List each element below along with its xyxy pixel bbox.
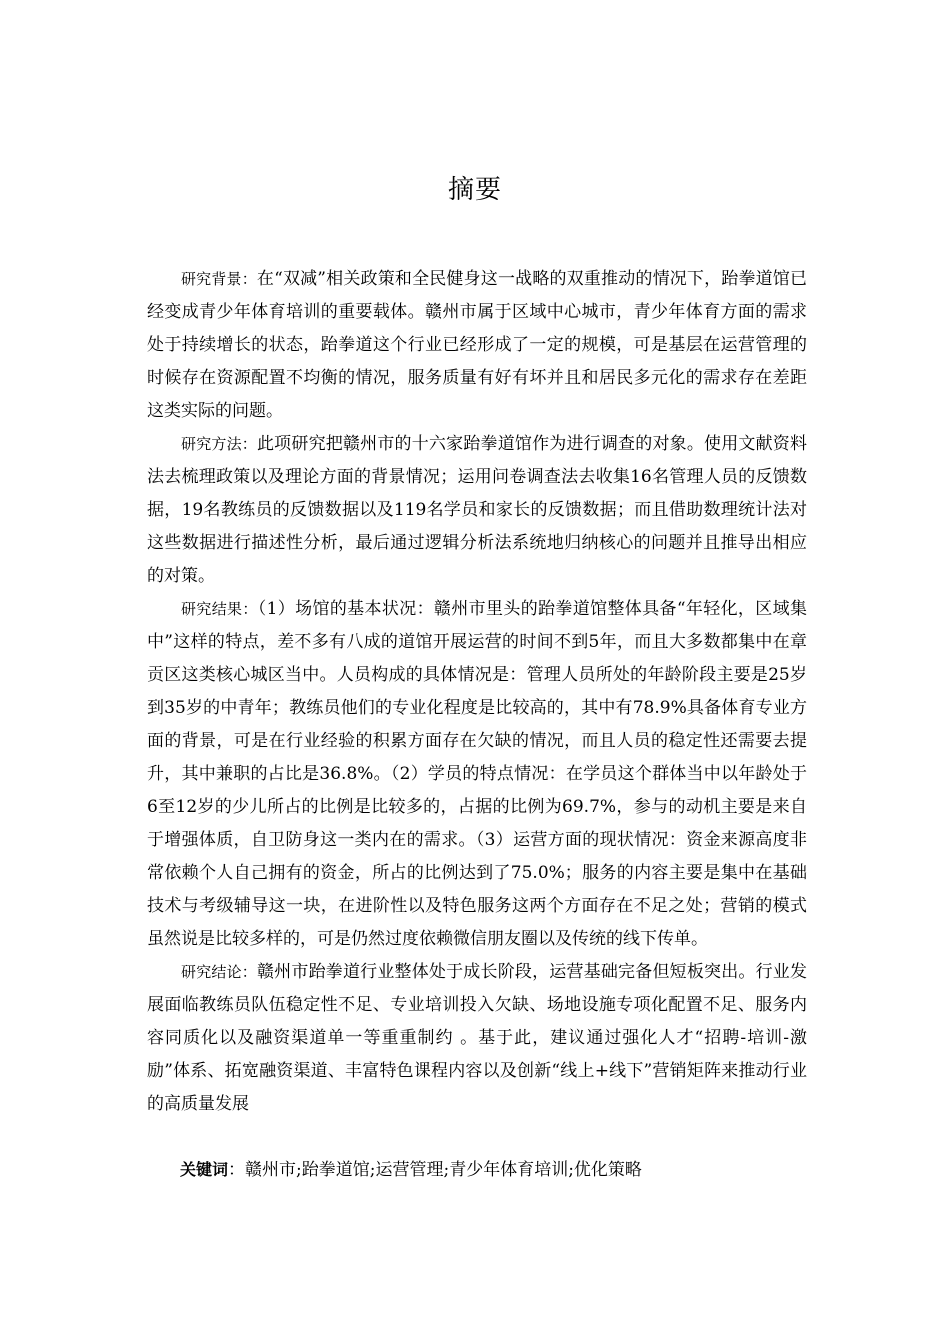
keywords-label: 关键词 [180, 1160, 229, 1179]
paragraph-label: 研究背景： [181, 270, 257, 288]
paragraph-background [147, 263, 807, 428]
abstract-body [147, 263, 807, 1121]
paragraph-label: 研究结果： [181, 600, 258, 618]
abstract-title: 摘要 [447, 175, 502, 205]
paragraph-results [147, 593, 807, 956]
keywords-line [180, 1153, 820, 1187]
keywords-separator: ： [228, 1160, 246, 1180]
paragraph-label: 研究结论： [181, 963, 257, 981]
paragraph-methods [147, 428, 807, 593]
paragraph-text: 此项研究把赣州市的十六家跆拳道馆作为进行调查的对象。使用文献资料法去梳理政策以及理论方面的背景情况；运用问卷调查法去收集16名管理人员的反馈数据，19名教练员的反馈数据以及119名学员和家长的反馈数据；而且借助数理统计法对这些数据进行描述性分析，最后通过逻辑分析法系统地归纳核心的问题并且推导出相应的对策。 [147, 434, 807, 586]
paragraph-text: 在“双减”相关政策和全民健身这一战略的双重推动的情况下，跆拳道馆已经变成青少年体育培训的重要载体。赣州市属于区域中心城市，青少年体育方面的需求处于持续增长的状态，跆拳道这个行业已经形成了一定的规模，可是基层在运营管理的时候存在资源配置不均衡的情况，服务质量有好有坏并且和居民多元化的需求存在差距这类实际的问题。 [147, 269, 807, 421]
paragraph-label: 研究方法： [181, 435, 257, 453]
paragraph-text: （1）场馆的基本状况：赣州市里头的跆拳道馆整体具备“年轻化，区域集中”这样的特点，差不多有八成的道馆开展运营的时间不到5年，而且大多数都集中在章贡区这类核心城区当中。人员构成的具体情况是：管理人员所处的年龄阶段主要是25岁到35岁的中青年；教练员他们的专业化程度是比较高的，其中有78.9%具备体育专业方面的背景，可是在行业经验的积累方面存在欠缺的情况，而且人员的稳定性还需要去提升，其中兼职的占比是36.8%。（2）学员的特点情况：在学员这个群体当中以年龄处于6至12岁的少儿所占的比例是比较多的，占据的比例为69.7%，参与的动机主要是来自于增强体质，自卫防身这一类内在的需求。（3）运营方面的现状情况：资金来源高度非常依赖个人自己拥有的资金，所占的比例达到了75.0%；服务的内容主要是集中在基础技术与考级辅导这一块，在进阶性以及特色服务这两个方面存在不足之处；营销的模式虽然说是比较多样的，可是仍然过度依赖微信朋友圈以及传统的线下传单。 [147, 599, 807, 949]
paragraph-text: 赣州市跆拳道行业整体处于成长阶段，运营基础完备但短板突出。行业发展面临教练员队伍稳定性不足、专业培训投入欠缺、场地设施专项化配置不足、服务内容同质化以及融资渠道单一等重重制约 。基于此，建议通过强化人才“招聘-培训-激励”体系、拓宽融资渠道、丰富特色课程内容以及创新“线上+线下”营销矩阵来推动行业的高质量发展 [147, 962, 807, 1114]
keywords-text: 赣州市;跆拳道馆;运营管理;青少年体育培训;优化策略 [245, 1160, 642, 1180]
paragraph-conclusion [147, 956, 807, 1121]
